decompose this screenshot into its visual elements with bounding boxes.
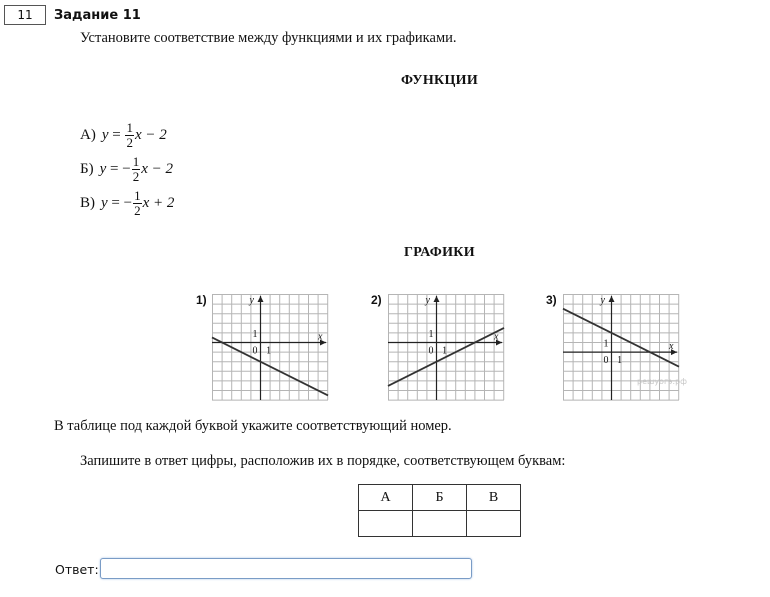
function-b [80, 152, 173, 186]
graph-2 [388, 294, 504, 400]
functions-heading: ФУНКЦИИ [401, 73, 479, 88]
task-title: Задание 11 [54, 8, 141, 23]
fraction-numerator: 1 [132, 153, 140, 169]
graph-1-label: 1) [196, 293, 207, 307]
table-note: В таблице под каждой буквой укажите соответствующий номер. [54, 418, 452, 434]
origin-label: 0 [428, 345, 434, 357]
fraction [125, 121, 134, 150]
function-rest: x + 2 [142, 194, 175, 211]
graph-3 [563, 294, 688, 400]
y-tick-label: 1 [252, 328, 258, 340]
answer-label: Ответ: [55, 562, 99, 577]
answer-table-header-row [359, 485, 521, 511]
answer-cell-a[interactable] [359, 511, 413, 537]
graph-2-label: 2) [371, 293, 382, 307]
fraction [132, 155, 141, 184]
write-note: Запишите в ответ цифры, расположив их в порядке, соответствующем буквам: [80, 453, 566, 469]
fraction-denominator: 2 [126, 134, 133, 150]
instruction-text: Установите соответствие между функциями и их графиками. [80, 30, 457, 46]
x-axis-label: x [318, 331, 323, 343]
function-lhs: y [101, 194, 108, 211]
function-label: В) [80, 194, 95, 211]
function-eq: = [111, 194, 120, 211]
function-rest: x − 2 [134, 126, 167, 143]
x-tick-label: 1 [442, 345, 448, 357]
answer-cell-v[interactable] [467, 511, 521, 537]
y-tick-label: 1 [603, 338, 609, 350]
origin-label: 0 [252, 345, 258, 357]
origin-label: 0 [603, 355, 609, 367]
answer-table-header: В [467, 485, 521, 511]
function-eq: = [112, 126, 121, 143]
function-eq: = [110, 160, 119, 177]
fraction-denominator: 2 [134, 202, 141, 218]
function-label: А) [80, 126, 96, 143]
y-axis-arrow [609, 296, 615, 302]
graph-1 [212, 294, 328, 400]
fraction-numerator: 1 [126, 119, 133, 135]
y-axis-label: y [600, 295, 605, 306]
answer-cell-b[interactable] [413, 511, 467, 537]
function-a [80, 118, 167, 152]
fraction [133, 189, 142, 218]
x-tick-label: 1 [266, 345, 272, 357]
y-tick-label: 1 [428, 328, 434, 340]
function-sign: − [122, 160, 131, 177]
y-axis-label: y [249, 295, 254, 306]
fraction-numerator: 1 [134, 187, 141, 203]
function-label: Б) [80, 160, 94, 177]
function-v [80, 186, 174, 220]
function-lhs: y [101, 126, 109, 143]
function-rest: x − 2 [141, 160, 173, 177]
y-axis-arrow [434, 296, 440, 302]
function-sign: − [123, 194, 133, 211]
answer-table-header: Б [413, 485, 467, 511]
graph-3-label: 3) [546, 293, 557, 307]
answer-table-input-row [359, 511, 521, 537]
fraction-denominator: 2 [132, 168, 140, 184]
watermark: решуогэ.рф [637, 377, 688, 386]
answer-table [358, 484, 521, 537]
x-tick-label: 1 [617, 355, 623, 367]
answer-input[interactable] [100, 558, 472, 579]
x-axis-label: x [669, 341, 674, 353]
x-axis-label: x [494, 331, 499, 343]
answer-table-header: А [359, 485, 413, 511]
graphs-heading: ГРАФИКИ [404, 245, 475, 260]
y-axis-arrow [258, 296, 264, 302]
task-number-box: 11 [4, 5, 46, 25]
y-axis-label: y [425, 295, 430, 306]
function-lhs: y [99, 160, 107, 177]
